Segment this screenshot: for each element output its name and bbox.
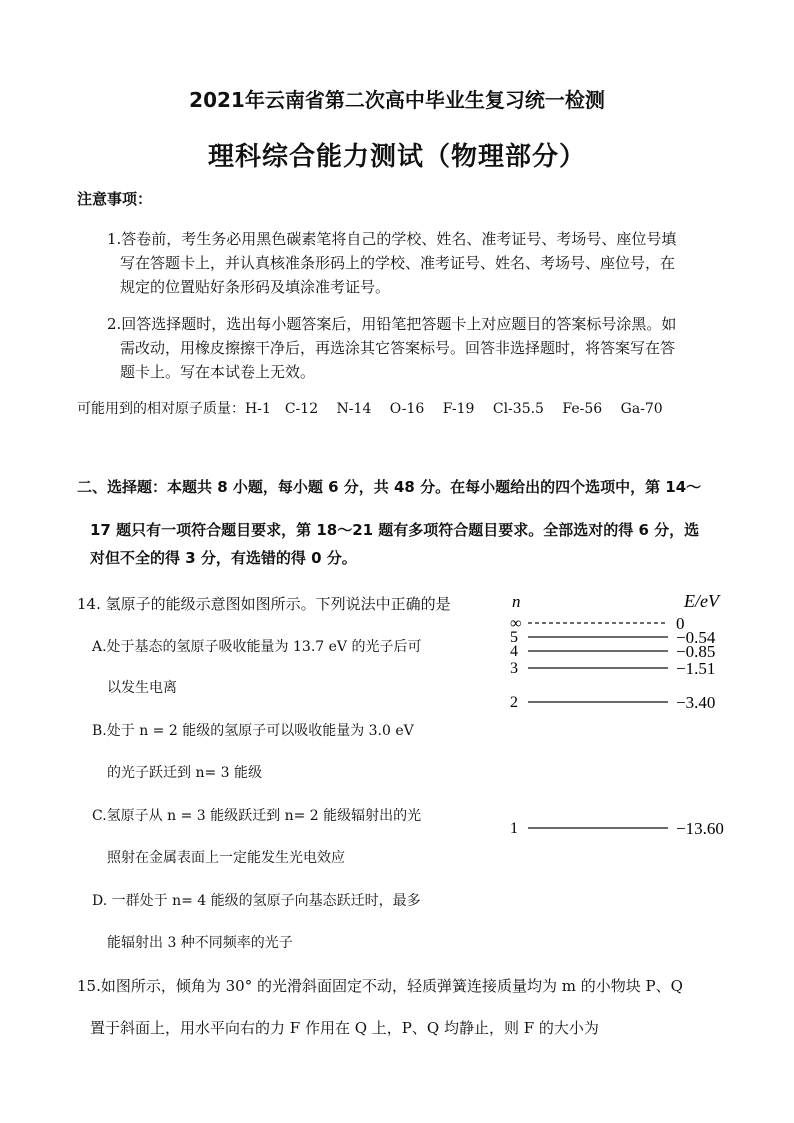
q14-option-b-line2: 的光子跃迁到 n= 3 能级 (107, 765, 263, 781)
level-n-label: 3 (510, 660, 518, 677)
diagram-e-label: E/eV (684, 591, 719, 611)
level-energy-label: −0.54 (676, 628, 716, 647)
note1-line2: 写在答题卡上，并认真核准条形码上的学校、准考证号、姓名、考场号、座位号，在 (120, 254, 676, 272)
section2-line1: 二、选择题：本题共 8 小题，每小题 6 分，共 48 分。在每小题给出的四个选项中，第 14～ (77, 478, 702, 496)
level-energy-label: −3.40 (676, 693, 716, 712)
section2-line2: 17 题只有一项符合题目要求，第 18～21 题有多项符合题目要求。全部选对的得 6 分，选 (90, 521, 700, 539)
note2-line3: 题卡上。写在本试卷上无效。 (120, 363, 316, 381)
level-energy-label: −13.60 (676, 819, 724, 838)
note2-line2: 需改动，用橡皮擦擦干净后，再选涂其它答案标号。回答非选择题时，将答案写在答 (120, 339, 676, 357)
level-n-label: 4 (510, 643, 518, 660)
q15-line2: 置于斜面上，用水平向右的力 F 作用在 Q 上，P、Q 均静止，则 F 的大小为 (90, 1019, 599, 1037)
section2-line3: 对但不全的得 3 分，有选错的得 0 分。 (90, 549, 357, 567)
level-n-label: 2 (510, 694, 518, 711)
q14-option-d-line2: 能辐射出 3 种不同频率的光子 (107, 935, 293, 951)
q14-option-c-line1: C.氢原子从 n = 3 能级跃迁到 n= 2 能级辐射出的光 (92, 808, 422, 824)
level-energy-label: −0.85 (676, 642, 716, 661)
level-n-label: 5 (510, 629, 518, 646)
level-energy-label: −1.51 (676, 659, 716, 678)
q14-option-a-line2: 以发生电离 (107, 680, 177, 696)
level-n-label: ∞ (510, 615, 522, 632)
notes-heading: 注意事项： (77, 190, 153, 208)
level-n-label: 1 (510, 820, 518, 837)
note1-line1: 1.答卷前，考生务必用黑色碳素笔将自己的学校、姓名、准考证号、考场号、座位号填 (107, 230, 677, 248)
atomic-mass-line: 可能用到的相对原子质量：H-1 C-12 N-14 O-16 F-19 Cl-35.5 Fe-56 Ga-70 (77, 401, 663, 417)
level-energy-label: 0 (676, 614, 685, 633)
diagram-n-label: n (512, 592, 521, 611)
q14-option-d-line1: D. 一群处于 n= 4 能级的氢原子向基态跃迁时，最多 (92, 893, 421, 909)
exam-subtitle: 理科综合能力测试（物理部分） (207, 142, 586, 172)
exam-title: 2021年云南省第二次高中毕业生复习统一检测 (189, 88, 605, 112)
energy-level-diagram (500, 585, 740, 845)
note1-line3: 规定的位置贴好条形码及填涂准考证号。 (120, 278, 391, 296)
q14-option-c-line2: 照射在金属表面上一定能发生光电效应 (107, 850, 345, 866)
note2-line1: 2.回答选择题时，选出每小题答案后，用铅笔把答题卡上对应题目的答案标号涂黑。如 (107, 315, 677, 333)
q14-stem: 14. 氢原子的能级示意图如图所示。下列说法中正确的是 (77, 595, 451, 613)
q15-line1: 15.如图所示，倾角为 30° 的光滑斜面固定不动，轻质弹簧连接质量均为 m 的小物块 P、Q (77, 977, 683, 995)
q14-option-a-line1: A.处于基态的氢原子吸收能量为 13.7 eV 的光子后可 (92, 639, 422, 655)
q14-option-b-line1: B.处于 n = 2 能级的氢原子可以吸收能量为 3.0 eV (92, 723, 414, 739)
